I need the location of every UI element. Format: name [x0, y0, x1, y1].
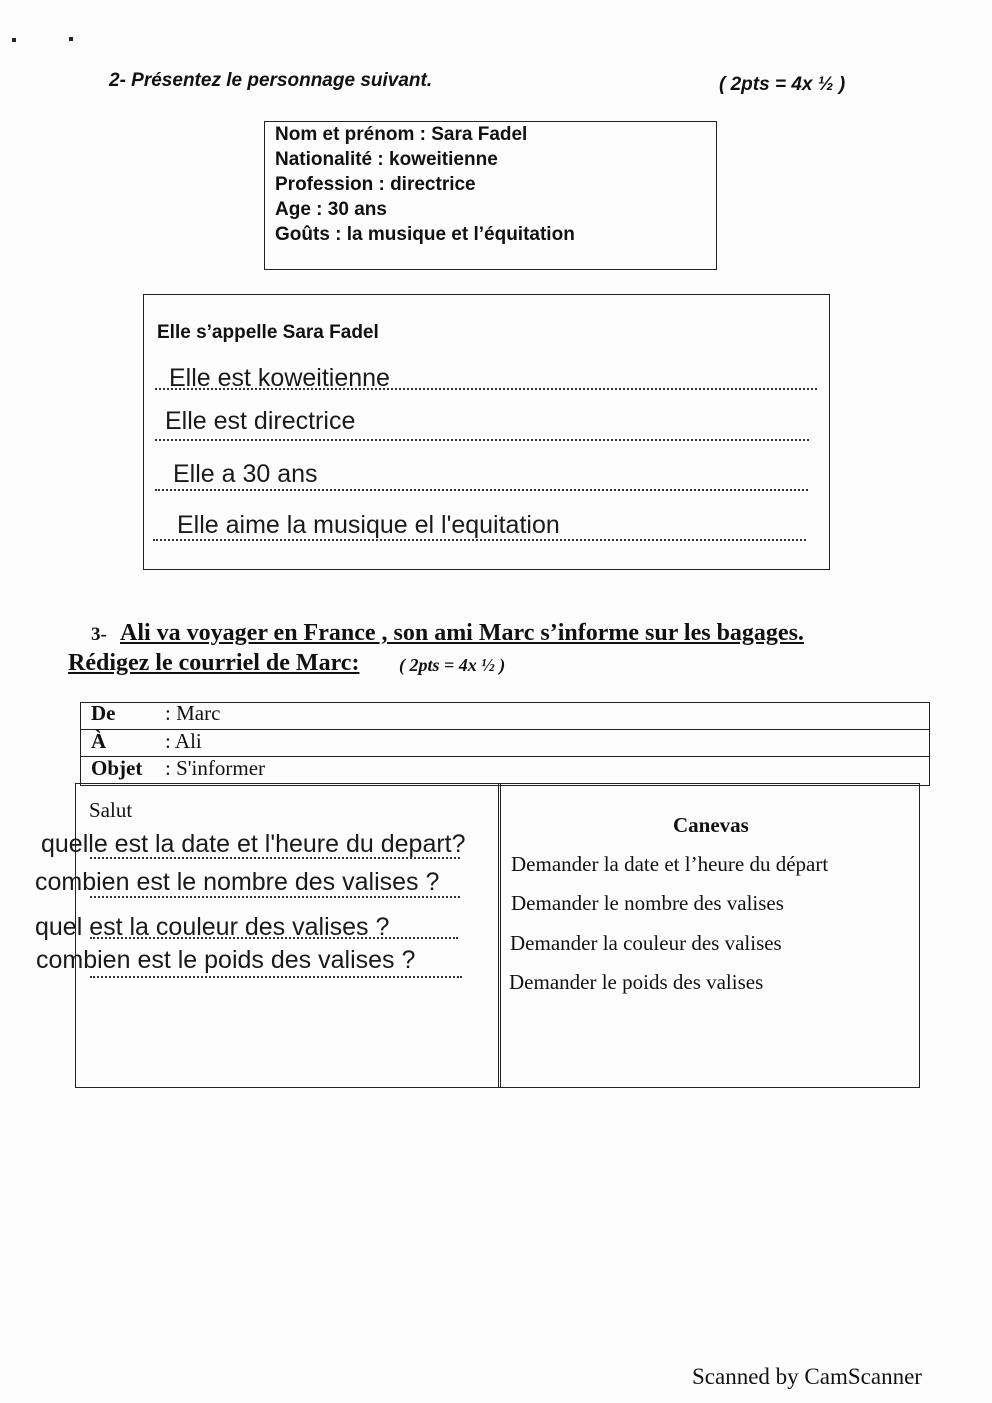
email-answer-number: combien est le nombre des valises ?: [35, 868, 440, 896]
answer-line: [155, 439, 809, 441]
email-greeting: Salut: [89, 798, 133, 822]
email-to-label: À: [91, 729, 107, 753]
email-answer-weight: combien est le poids des valises ?: [36, 946, 416, 974]
canevas-item-color: Demander la couleur des valises: [510, 931, 782, 955]
info-tastes: Goûts : la musique et l’équitation: [275, 224, 575, 245]
answer-nationality: Elle est koweitienne: [169, 364, 390, 392]
question-3-title: Ali va voyager en France , son ami Marc s’informe sur les bagages.: [120, 620, 804, 646]
canevas-item-date: Demander la date et l’heure du départ: [511, 852, 829, 876]
email-subject-label: Objet: [91, 756, 143, 780]
answer-line: [155, 489, 808, 491]
scan-mark: [69, 37, 73, 41]
email-answer-color: quel est la couleur des valises ?: [35, 913, 390, 941]
email-answer-date: quelle est la date et l'heure du depart?: [41, 830, 466, 858]
answer-age: Elle a 30 ans: [173, 460, 318, 488]
email-subject-value: : S'informer: [165, 756, 266, 780]
question-3-instruction: Rédigez le courriel de Marc:: [68, 650, 360, 676]
canevas-title: Canevas: [673, 813, 749, 837]
email-from-value: : Marc: [165, 701, 221, 725]
info-age: Age : 30 ans: [275, 199, 387, 220]
question-2-points: ( 2pts = 4x ½ ): [719, 74, 846, 95]
answer-tastes: Elle aime la musique el l'equitation: [177, 511, 560, 539]
question-2-title: 2- Présentez le personnage suivant.: [109, 70, 433, 91]
info-name: Nom et prénom : Sara Fadel: [275, 124, 528, 145]
canevas-item-number: Demander le nombre des valises: [511, 891, 784, 915]
email-from-label: De: [91, 701, 116, 725]
scan-mark: [12, 38, 16, 42]
canevas-item-weight: Demander le poids des valises: [509, 970, 764, 994]
email-answer-line: [90, 976, 462, 978]
info-profession: Profession : directrice: [275, 174, 476, 195]
answer-profession: Elle est directrice: [165, 407, 356, 435]
info-nationality: Nationalité : koweitienne: [275, 149, 498, 170]
email-to-row: [80, 729, 930, 757]
question-3-points: ( 2pts = 4x ½ ): [399, 655, 506, 675]
email-to-value: : Ali: [165, 729, 202, 753]
scanner-watermark: Scanned by CamScanner: [692, 1364, 922, 1389]
character-info-box: [264, 121, 717, 270]
printed-answer: Elle s’appelle Sara Fadel: [157, 322, 379, 343]
question-3-number: 3-: [91, 624, 107, 645]
